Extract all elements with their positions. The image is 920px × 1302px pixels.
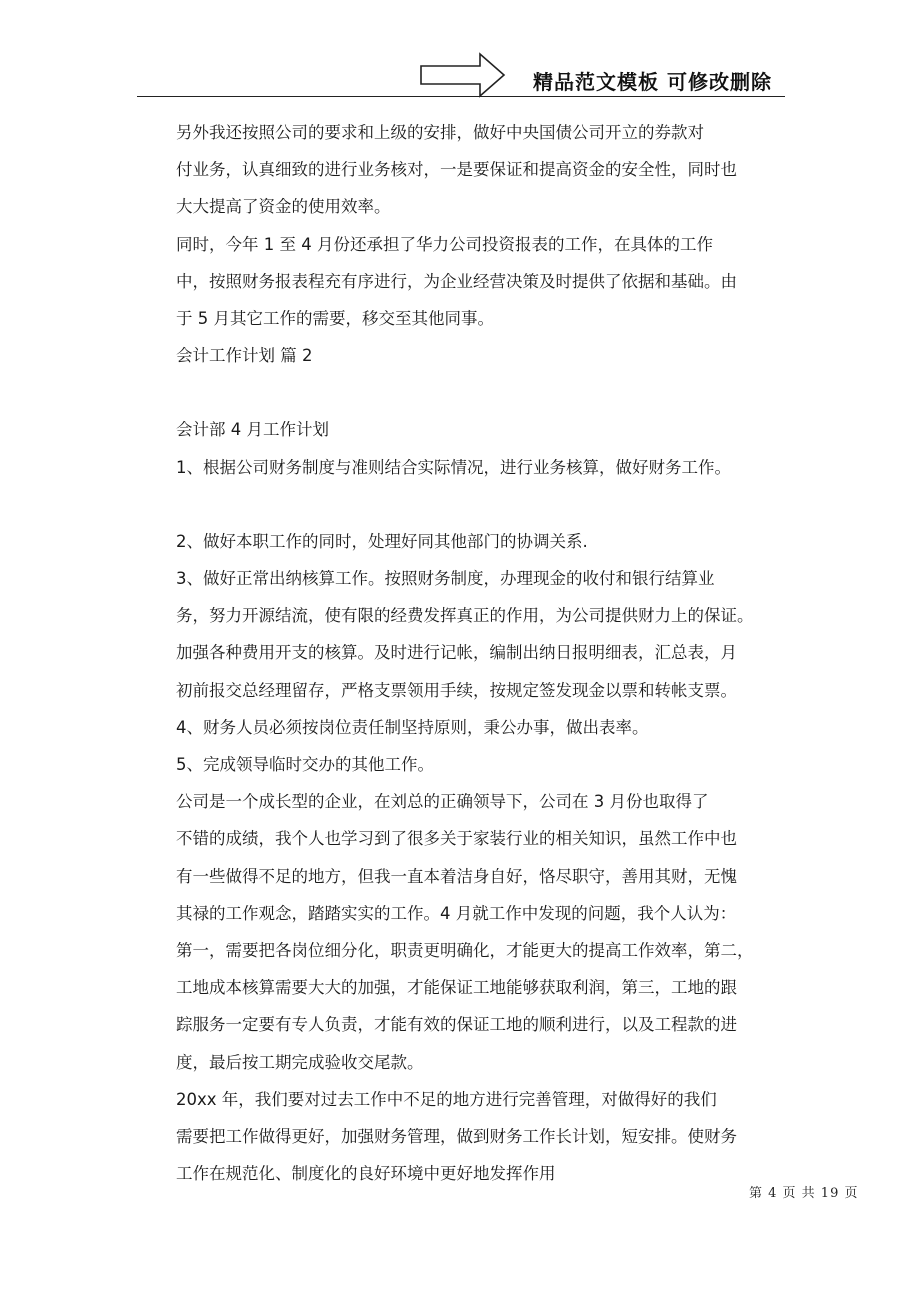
- section-heading: [139, 337, 799, 374]
- plan-item-1: [139, 449, 799, 486]
- spacer: [139, 374, 799, 411]
- paragraph-investment-report: [139, 226, 799, 338]
- plan-item-5: [139, 746, 799, 783]
- header-title: 精品范文模板 可修改删除: [533, 70, 772, 94]
- page-number: 第 4 页 共 19 页: [749, 1186, 859, 1201]
- text-line: 不错的成绩，我个人也学习到了很多关于家装行业的相关知识，虽然工作中也: [176, 829, 737, 849]
- plan-item-2: [139, 523, 799, 560]
- text-line: 度，最后按工期完成验收交尾款。: [176, 1052, 424, 1072]
- spacer: [139, 486, 799, 523]
- page-header: [0, 0, 920, 100]
- paragraph-company-review: [139, 783, 799, 1081]
- text-line: 工作在规范化、制度化的良好环境中更好地发挥作用: [176, 1164, 556, 1184]
- text-line: 20xx 年，我们要对过去工作中不足的地方进行完善管理，对做得好的我们: [176, 1089, 717, 1109]
- document-body: [139, 114, 799, 1192]
- text-line: 需要把工作做得更好，加强财务管理，做到财务工作长计划，短安排。使财务: [176, 1127, 737, 1147]
- text-line: 公司是一个成长型的企业，在刘总的正确领导下，公司在 3 月份也取得了: [176, 792, 709, 812]
- text-line: 付业务，认真细致的进行业务核对，一是要保证和提高资金的安全性，同时也: [176, 160, 737, 180]
- plan-item-4: [139, 709, 799, 746]
- text-line: 同时，今年 1 至 4 月份还承担了华力公司投资报表的工作，在具体的工作: [176, 234, 713, 254]
- paragraph-year-plan: [139, 1081, 799, 1193]
- header-rule: [137, 96, 785, 97]
- text-line: 1、根据公司财务制度与准则结合实际情况，进行业务核算，做好财务工作。: [176, 457, 731, 477]
- text-line: 会计工作计划 篇 2: [176, 346, 313, 366]
- text-line: 3、做好正常出纳核算工作。按照财务制度，办理现金的收付和银行结算业: [176, 569, 715, 589]
- text-line: 有一些做得不足的地方，但我一直本着洁身自好，恪尽职守，善用其财，无愧: [176, 866, 737, 886]
- text-line: 中，按照财务报表程充有序进行，为企业经营决策及时提供了依据和基础。由: [176, 271, 737, 291]
- text-line: 2、做好本职工作的同时，处理好同其他部门的协调关系.: [176, 531, 588, 551]
- text-line: 会计部 4 月工作计划: [176, 420, 329, 440]
- text-line: 大大提高了资金的使用效率。: [176, 197, 391, 217]
- right-arrow-outline-icon: [420, 52, 506, 98]
- paragraph-bond-business: [139, 114, 799, 226]
- text-line: 踪服务一定要有专人负责，才能有效的保证工地的顺利进行，以及工程款的进: [176, 1015, 737, 1035]
- text-line: 加强各种费用开支的核算。及时进行记帐，编制出纳日报明细表，汇总表，月: [176, 643, 737, 663]
- text-line: 于 5 月其它工作的需要，移交至其他同事。: [176, 309, 494, 329]
- plan-item-3: [139, 560, 799, 709]
- text-line: 工地成本核算需要大大的加强，才能保证工地能够获取利润，第三，工地的跟: [176, 978, 737, 998]
- text-line: 第一，需要把各岗位细分化，职责更明确化，才能更大的提高工作效率，第二，: [176, 941, 754, 961]
- text-line: 初前报交总经理留存，严格支票领用手续，按规定签发现金以票和转帐支票。: [176, 680, 737, 700]
- text-line: 其禄的工作观念，踏踏实实的工作。4 月就工作中发现的问题，我个人认为：: [176, 903, 737, 923]
- text-line: 5、完成领导临时交办的其他工作。: [176, 755, 434, 775]
- text-line: 4、财务人员必须按岗位责任制坚持原则，秉公办事，做出表率。: [176, 717, 649, 737]
- text-line: 务，努力开源结流，使有限的经费发挥真正的作用，为公司提供财力上的保证。: [176, 606, 754, 626]
- text-line: 另外我还按照公司的要求和上级的安排，做好中央国债公司开立的券款对: [176, 123, 704, 142]
- plan-title: [139, 411, 799, 448]
